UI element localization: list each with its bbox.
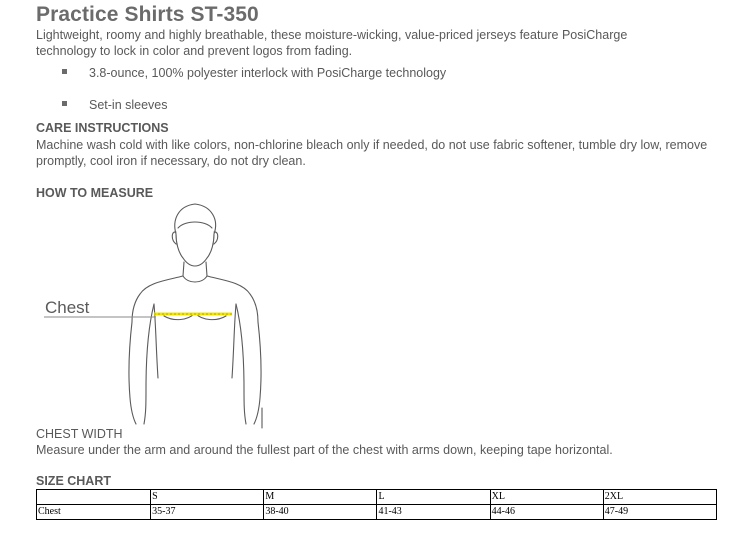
care-text: Machine wash cold with like colors, non-chlorine bleach only if needed, do not use fabric softener, tumble dry low, remove promptly, cool iron if necessary, do not dry clean. [36,138,708,168]
feature-text: Set-in sleeves [89,98,168,112]
table-cell: 47-49 [603,505,716,520]
bullet-square-icon [62,101,67,106]
table-header-cell: 2XL [603,490,716,505]
table-cell: 35-37 [151,505,264,520]
page-title: Practice Shirts ST-350 [36,3,259,26]
table-header-cell [37,490,151,505]
product-description: Lightweight, roomy and highly breathable, these moisture-wicking, value-priced jerseys feature PosiCharge technology to lock in color and prevent logos from fading. [36,28,628,58]
table-header-row [37,490,717,505]
table-cell: 41-43 [377,505,490,520]
feature-text: 3.8-ounce, 100% polyester interlock with PosiCharge technology [89,66,447,80]
size-chart-table [36,489,717,520]
table-cell: 44-46 [490,505,603,520]
size-chart-heading: SIZE CHART [36,474,111,488]
table-header-cell: XL [490,490,603,505]
feature-bullet [62,98,168,112]
chest-width-text: Measure under the arm and around the fullest part of the chest with arms down, keeping tape horizontal. [36,443,613,457]
table-header-cell: M [264,490,377,505]
table-header-cell: L [377,490,490,505]
table-row [37,505,717,520]
bullet-square-icon [62,69,67,74]
measure-heading: HOW TO MEASURE [36,186,154,200]
chest-width-heading: CHEST WIDTH [36,427,123,441]
table-cell: Chest [37,505,151,520]
care-heading: CARE INSTRUCTIONS [36,121,169,135]
measure-figure [40,198,290,430]
chest-figure-label: Chest [45,298,90,317]
table-cell: 38-40 [264,505,377,520]
table-header-cell: S [151,490,264,505]
feature-bullet [62,66,446,80]
